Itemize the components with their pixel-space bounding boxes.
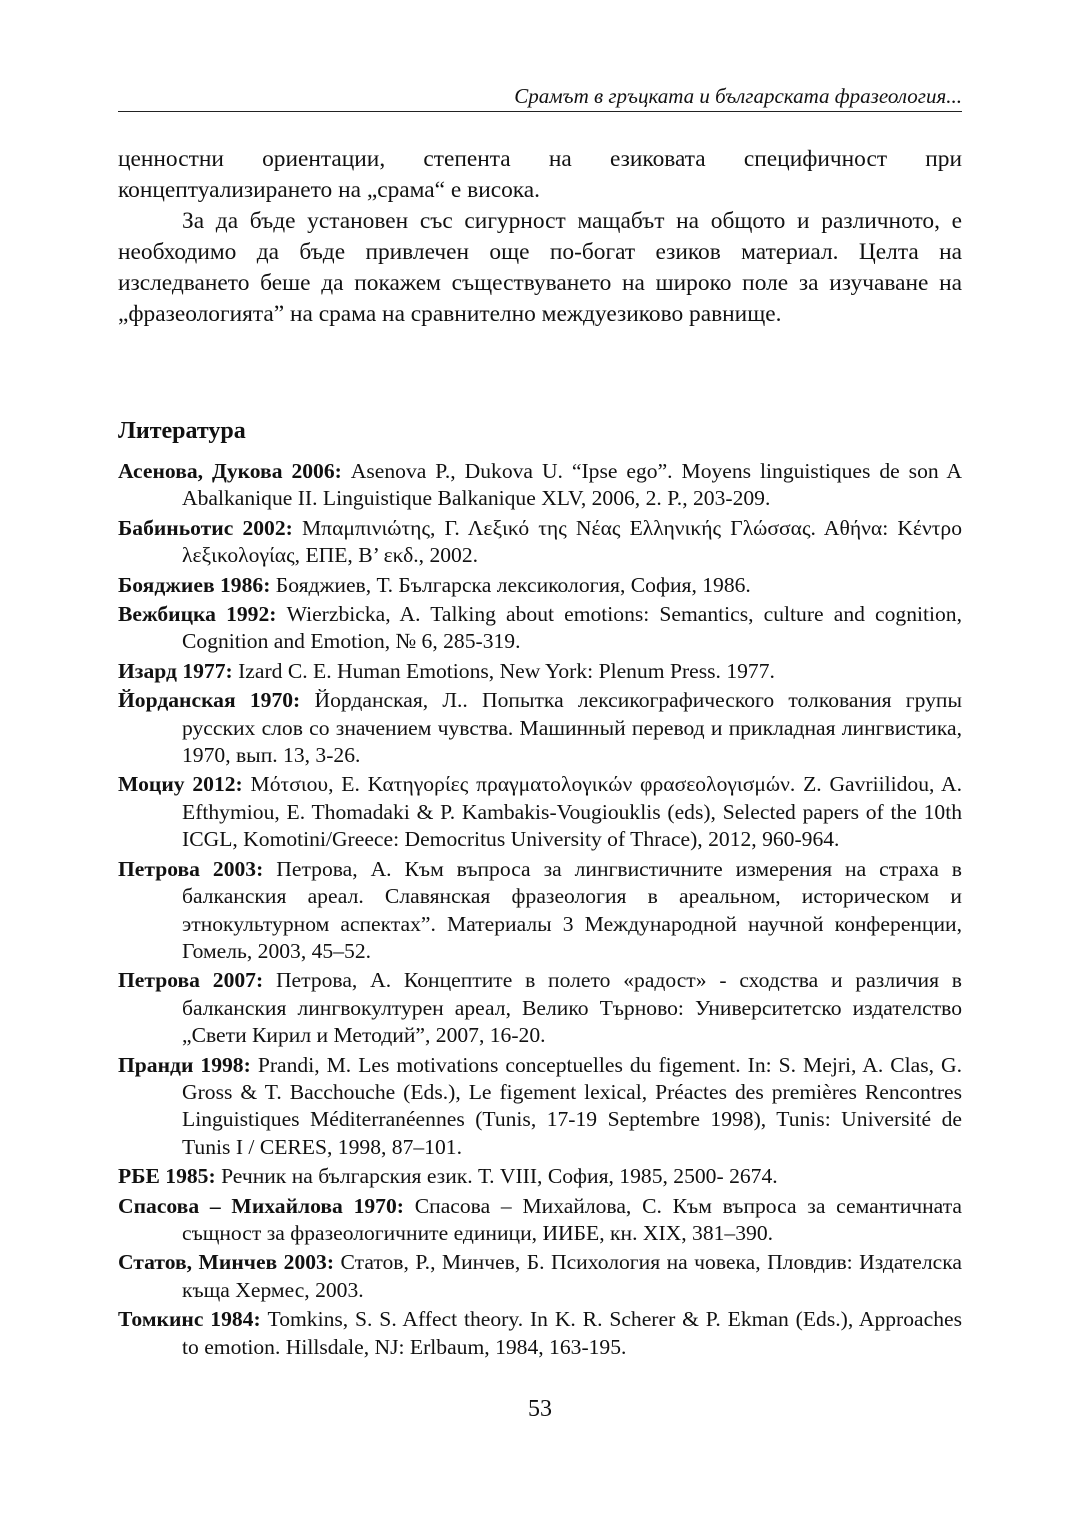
reference-author: Спасова – Михайлова 1970: — [118, 1193, 404, 1218]
body-text — [118, 144, 962, 330]
reference-item — [118, 515, 962, 570]
reference-text: Wierzbicka, A. Talking about emotions: Semantics, culture and cognition, Cognition and Emotion, № 6, 285-319. — [182, 602, 962, 654]
reference-item — [118, 572, 962, 599]
paragraph: За да бъде установен със сигурност мащабът на общото и различното, е необходимо да бъде привлечен още по-богат езиков материал. Целта на изследването беше да покажем съществуването на широко поле за изучаване на „фразеологията” на срама на сравнително междуезиково равнище. — [118, 208, 962, 327]
reference-text: Μπαμπινιώτης, Γ. Λεξικό της Νέας Ελληνικής Γλώσσας. Αθήνα: Κέντρο λεξικολογίας, ΕΠΕ, Β’ εκδ., 2002. — [182, 515, 962, 568]
reference-author: Бояджиев 1986: — [118, 572, 271, 597]
reference-text: Μότσιου, Ε. Κατηγορίες πραγματολογικών φρασεολογισμών. Z. Gavriilidou, A. Efthymiou, E. Thomadaki & P. Kambakis-Vougiouklis (eds), Selected papers of the 10th ICGL, Komotini/Greece: Democritus University of Thrace), 2012, 960-964. — [182, 772, 962, 852]
reference-author: РБЕ 1985: — [118, 1164, 216, 1189]
reference-text: Бояджиев, Т. Българска лексикология, София, 1986. — [275, 572, 751, 597]
reference-text: Речник на българския език. Т. VIII, София, 1985, 2500- 2674. — [221, 1164, 778, 1189]
reference-item — [118, 856, 962, 966]
reference-text: Tomkins, S. S. Affect theory. In K. R. Scherer & P. Ekman (Eds.), Approaches to emotion. Hillsdale, NJ: Erlbaum, 1984, 163-195. — [182, 1307, 963, 1359]
reference-text: Asenova P., Dukova U. “Ipse ego”. Moyens linguistiques de son A Abalkanique II. Linguistique Balkanique XLV, 2006, 2. P., 203-209. — [182, 459, 963, 511]
reference-item — [118, 1306, 962, 1361]
page-number: 53 — [528, 1396, 552, 1422]
reference-text: Статов, Р., Минчев, Б. Психология на човека, Пловдив: Издателска къща Хермес, 2003. — [182, 1250, 962, 1302]
reference-item — [118, 601, 962, 656]
reference-author: Томкинс 1984: — [118, 1307, 261, 1332]
reference-author: Изард 1977: — [118, 658, 233, 683]
reference-text: Йорданская, Л.. Попытка лексикографического толкования групы русских слов со значением чувства. Машинный перевод и прикладная лингвистика, 1970, вып. 13, 3-26. — [182, 688, 962, 768]
reference-author: Йорданская 1970: — [118, 688, 301, 713]
reference-item — [118, 1193, 962, 1248]
reference-text: Петрова, А. Концептите в полето «радост» - сходства и различия в балканския лингвокултурен ареал, Велико Търново: Университетско издателство „Свети Кирил и Методий”, 2007, 16-20. — [182, 968, 962, 1048]
reference-author: Вежбицка 1992: — [118, 602, 277, 627]
reference-item — [118, 1163, 962, 1190]
running-header: Срамът в гръцката и българската фразеология... — [118, 82, 962, 112]
reference-item — [118, 967, 962, 1049]
reference-item — [118, 458, 962, 513]
reference-author: Петрова 2003: — [118, 856, 264, 881]
reference-author: Петрова 2007: — [118, 968, 264, 993]
reference-list — [118, 458, 962, 1363]
reference-item — [118, 1249, 962, 1304]
reference-item — [118, 1052, 962, 1162]
reference-author: Пранди 1998: — [118, 1052, 251, 1077]
reference-text: Спасова – Михайлова, С. Към въпроса за семантичната същност за фразеологичните единици, ИИБЕ, кн. XIX, 381–390. — [182, 1193, 962, 1245]
paragraph: ценностни ориентации, степента на езиковата специфичност при концептуализирането на „срама“ е висока. — [118, 146, 962, 203]
reference-author: Бабиньотис 2002: — [118, 515, 293, 540]
reference-text: Петрова, А. Към въпроса за лингвистичните измерения на страха в балканския ареал. Славянская фразеология в ареальном, историческом и этнокультурном аспектах”. Материалы 3 Международной научной конференции, Гомель, 2003, 45–52. — [182, 856, 963, 963]
reference-item — [118, 771, 962, 853]
reference-text: Prandi, M. Les motivations conceptuelles du figement. In: S. Mejri, A. Clas, G. Gross & T. Bacchouche (Eds.), Le figement lexical, Préactes des premières Rencontres Linguistiques Méditerranéennes (Tunis, 17-19 Septembre 1998), Tunis: Université de Tunis I / CERES, 1998, 87–101. — [182, 1052, 963, 1159]
section-heading-literature: Литература — [118, 418, 246, 444]
reference-item — [118, 658, 962, 685]
reference-text: Izard C. E. Human Emotions, New York: Plenum Press. 1977. — [238, 658, 775, 683]
reference-author: Асенова, Дукова 2006: — [118, 459, 342, 483]
reference-item — [118, 687, 962, 769]
reference-author: Моциу 2012: — [118, 772, 243, 797]
reference-author: Статов, Минчев 2003: — [118, 1250, 335, 1275]
